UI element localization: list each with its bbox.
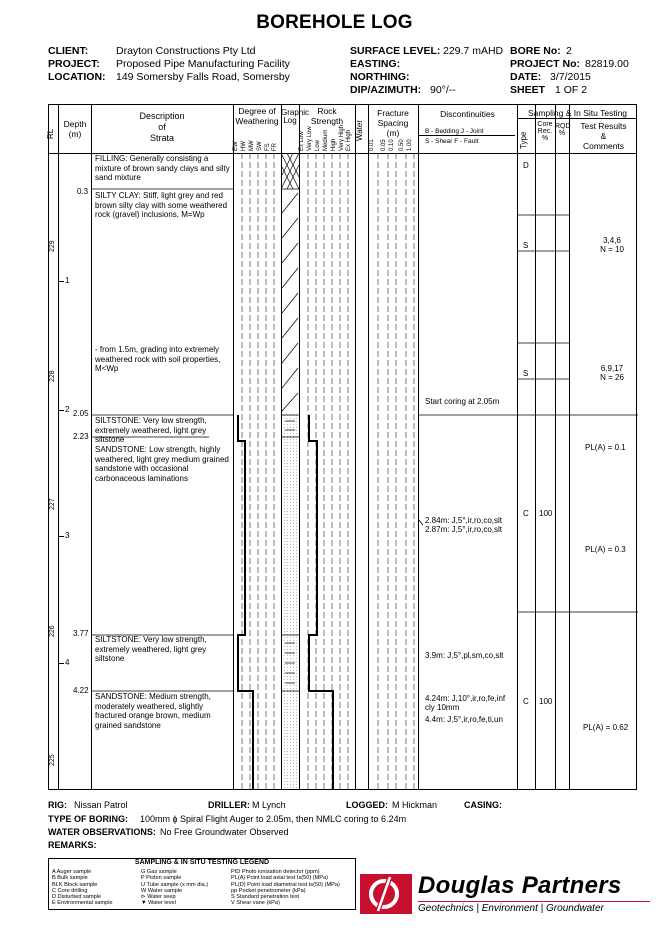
stratum-siltstone-2: SILTSTONE: Very low strength, extremely weathered, light grey siltstone (95, 635, 207, 663)
disc-4-4: 4.4m: J,5°,ir,ro,fe,ti,un (425, 715, 503, 724)
disc-key-2: S - Shear F - Fault (425, 138, 479, 145)
disc-3-9: 3.9m: J,5°,pl,sm,co,slt (425, 651, 504, 660)
fracture-header: Fracture Spacing (m) (377, 108, 409, 138)
depth-tick-1: 1 (65, 276, 70, 285)
stratum-note-1-5: - from 1.5m, grading into extremely weathered rock with soil properties, M<Wp (95, 345, 221, 373)
pl-1: PL(A) = 0.1 (585, 443, 626, 452)
core-rec-1: 100 (539, 509, 553, 518)
client-label: CLIENT: (48, 45, 89, 57)
driller-value: M Lynch (252, 800, 286, 810)
weathering-header: Degree of Weathering (235, 106, 279, 126)
graphic-header: Graphic Log (281, 108, 310, 125)
disc-4-24-cont: cly 10mm (425, 703, 460, 712)
page-title: BOREHOLE LOG (256, 12, 413, 33)
disc-start-coring: Start coring at 2.05m (425, 397, 500, 406)
fracture-001: 0.01 (369, 139, 375, 151)
remarks-label: REMARKS: (48, 840, 97, 850)
fracture-005: 0.05 (381, 139, 387, 151)
disc-2-87: 2.87m: J,5°,ir,ro,co,slt (425, 525, 503, 534)
strength-exlow: Ex Low (299, 131, 305, 151)
core-header: Core Rec. % (537, 121, 553, 142)
dip-value: 90°/-- (430, 84, 456, 96)
date-label: DATE: (510, 71, 542, 83)
disc-2-84: 2.84m: J,5°,ir,ro,co,slt (425, 516, 503, 525)
sampling-header: Sampling & In Situ Testing (527, 108, 628, 118)
surface-label: SURFACE LEVEL: (350, 45, 441, 57)
rl-225: 225 (49, 754, 56, 766)
fracture-010: 0.10 (389, 139, 395, 151)
easting-label: EASTING: (350, 58, 401, 70)
spt-result-1: 3,4,6 (603, 236, 621, 245)
legend-col1: A Auger sample B Bulk sample BLK Block sample C Core drilling D Disturbed sample E Environmental sample (52, 869, 113, 907)
spt-result-2b: N = 26 (600, 373, 624, 382)
fracture-100: 1.00 (407, 139, 413, 151)
sample-type-s2: S (523, 369, 529, 378)
depth-header: Depth (m) (63, 119, 87, 139)
legend-title: SAMPLING & IN SITU TESTING LEGEND (134, 859, 270, 866)
depth-mark-2-23: 2.23 (73, 432, 89, 441)
sheet-label: SHEET (510, 84, 546, 96)
depth-mark-3-77: 3.77 (73, 629, 89, 638)
spt-result-2: 6,9,17 (600, 364, 624, 373)
douglas-partners-logo (360, 872, 650, 916)
pl-2: PL(A) = 0.3 (585, 545, 626, 554)
dp-mark-icon (360, 874, 412, 914)
logged-label: LOGGED: (346, 800, 388, 810)
dp-logo-mark (360, 874, 412, 914)
rl-228: 228 (49, 370, 56, 382)
depth-tick-4: 4 (65, 658, 70, 667)
boring-value: 100mm ɸ Spiral Flight Auger to 2.05m, then NMLC coring to 6.24m (140, 814, 407, 824)
projno-value: 82819.00 (585, 58, 629, 70)
strength-exhigh: Ex High (346, 129, 352, 151)
weathering-fr: FR (272, 143, 278, 151)
sample-type-c1: C (523, 509, 529, 518)
logged-value: M Hickman (392, 800, 438, 810)
casing-label: CASING: (464, 800, 502, 810)
dp-brand-name: Douglas Partners (418, 872, 622, 899)
rqd-header: RQD % (555, 123, 571, 137)
bore-label: BORE No: (510, 45, 561, 57)
rig-label: RIG: (48, 800, 67, 810)
rl-header: RL (46, 128, 55, 139)
strength-low: Low (315, 139, 321, 151)
legend-col2: G Gas sample P Piston sample U Tube sample (x mm dia.) W Water sample ⊳ Water seep ▼ Water level (141, 869, 209, 907)
sheet-value: 1 OF 2 (555, 84, 588, 96)
disc-key-1: B - Bedding J - Joint (425, 128, 484, 135)
depth-tick-2: 2 (65, 405, 70, 414)
sample-type-s1: S (523, 241, 529, 250)
strength-veryhigh: Very High (339, 124, 345, 151)
surface-value: 229.7 mAHD (443, 45, 504, 57)
location-value: 149 Somersby Falls Road, Somersby (116, 71, 290, 83)
pl-3: PL(A) = 0.62 (583, 723, 629, 732)
results-header: Test Results & Comments (580, 121, 627, 151)
dp-tagline: Geotechnics | Environment | Groundwater (418, 903, 604, 914)
stratum-sandstone-1: SANDSTONE: Low strength, highly weathered, light grey medium grained sandstone with occasional carbonaceous laminations (95, 445, 229, 483)
project-value: Proposed Pipe Manufacturing Facility (116, 58, 290, 70)
description-header: Description of Strata (139, 111, 185, 143)
header-block (0, 0, 669, 100)
strength-header: Rock Strength (310, 106, 344, 126)
boring-label: TYPE OF BORING: (48, 814, 129, 824)
client-value: Drayton Constructions Pty Ltd (116, 45, 256, 57)
project-label: PROJECT: (48, 58, 100, 70)
spt-result-1b: N = 10 (600, 245, 624, 254)
depth-mark-4-22: 4.22 (73, 686, 89, 695)
discontinuities-header: Discontinuities (440, 109, 495, 119)
rig-value: Nissan Patrol (74, 800, 128, 810)
strength-high: High (331, 138, 337, 151)
depth-mark-0-3: 0.3 (77, 187, 89, 196)
weathering-ew: EW (233, 141, 239, 151)
rl-227: 227 (49, 498, 56, 510)
weathering-fs: FS (265, 143, 271, 151)
weathering-sw: SW (257, 141, 263, 151)
driller-label: DRILLER: (208, 800, 250, 810)
weathering-hw: HW (241, 141, 247, 151)
bore-value: 2 (566, 45, 572, 57)
sample-type-d: D (523, 161, 529, 170)
legend-col3: PID Photo ionisation detector (ppm) PL(A) Point load axial test Is(50) (MPa) PL(D) Point load diametral test Is(50) (MPa) pp Pocket penetrometer (kPa) S Standard penetration test V Shear vane (kPa) (231, 869, 340, 907)
stratum-siltstone-1: SILTSTONE: Very low strength, extremely weathered, light grey siltstone (95, 416, 207, 444)
stratum-sandstone-2: SANDSTONE: Medium strength, moderately weathered, slightly fractured orange brown, medium grained sandstone (95, 692, 211, 730)
strength-medium: Medium (323, 129, 329, 151)
fracture-050: 0.50 (399, 139, 405, 151)
dip-label: DIP/AZIMUTH: (350, 84, 422, 96)
depth-tick-3: 3 (65, 531, 70, 540)
date-value: 3/7/2015 (550, 71, 591, 83)
legend-box (48, 858, 356, 910)
stratum-silty-clay: SILTY CLAY: Stiff, light grey and red brown silty clay with some weathered rock (gravel) inclusions, M=Wp (95, 191, 228, 219)
strength-verylow: Very Low (307, 126, 313, 151)
stratum-fill: FILLING: Generally consisting a mixture of brown sandy clays and silty sand mixture (95, 154, 230, 182)
rl-229: 229 (49, 240, 56, 252)
core-rec-2: 100 (539, 697, 553, 706)
northing-label: NORTHING: (350, 71, 410, 83)
disc-4-24: 4.24m: J,10°,ir,ro,fe,inf (425, 694, 506, 703)
depth-mark-2-05: 2.05 (73, 409, 89, 418)
water-value: No Free Groundwater Observed (160, 827, 289, 837)
log-table: RL Depth (m) Description of Strata Degree of Weathering Graphic Log Rock Strength Water Fracture Spacing (m) Discontinuities B - Bedding J - Joint S - Shear F - Fault Sampling & In Situ Testing Type Core Rec. % RQD % Test Results & Comments EW HW MW SW FS FR Ex Low Very Low Low Medium High Very High Ex High 0.01 0.05 0.10 0.50 1.00 229 228 227 226 225 1 2 3 4 0.3 2.05 2.23 3.77 4.22 FILLING: Generally consisting a mixture of brown sandy clays and silty sand mixture SILTY CLAY: Stiff, light grey and red brown silty clay with some weathered rock (gravel) inclusions, M=Wp - from 1.5m, grading into extremely weathered rock with soil properties, M<Wp SILTSTONE: Very low strength, extremely weathered, light grey siltstone SANDSTONE: Low strength, highly weathered, light grey medium grained sandstone with occasional carbonaceous laminations SILTSTONE: Very low strength, extremely weathered, light grey siltstone SANDSTONE: Medium strength, moderately weathered, slightly fractured orange brown, medium grained sandstone Start coring at 2.05m 2.84m: J,5°,ir,ro,co,slt 2.87m: J,5°,ir,ro,co,slt 3.9m: J,5°,pl,sm,co,slt 4.24m: J,10°,ir,ro,fe,inf cly 10mm 4.4m: J,5°,ir,ro,fe,ti,un D S 3,4,6 N = 10 S 6,9,17 N = 26 C 100 C 100 PL(A) = 0.1 PL(A) = 0.3 PL(A) = 0.62 (48, 104, 637, 790)
rl-226: 226 (49, 625, 56, 637)
weathering-mw: MW (249, 140, 255, 151)
location-label: LOCATION: (48, 71, 106, 83)
sample-type-c2: C (523, 697, 529, 706)
projno-label: PROJECT No: (510, 58, 581, 70)
water-label: WATER OBSERVATIONS: (48, 827, 156, 837)
